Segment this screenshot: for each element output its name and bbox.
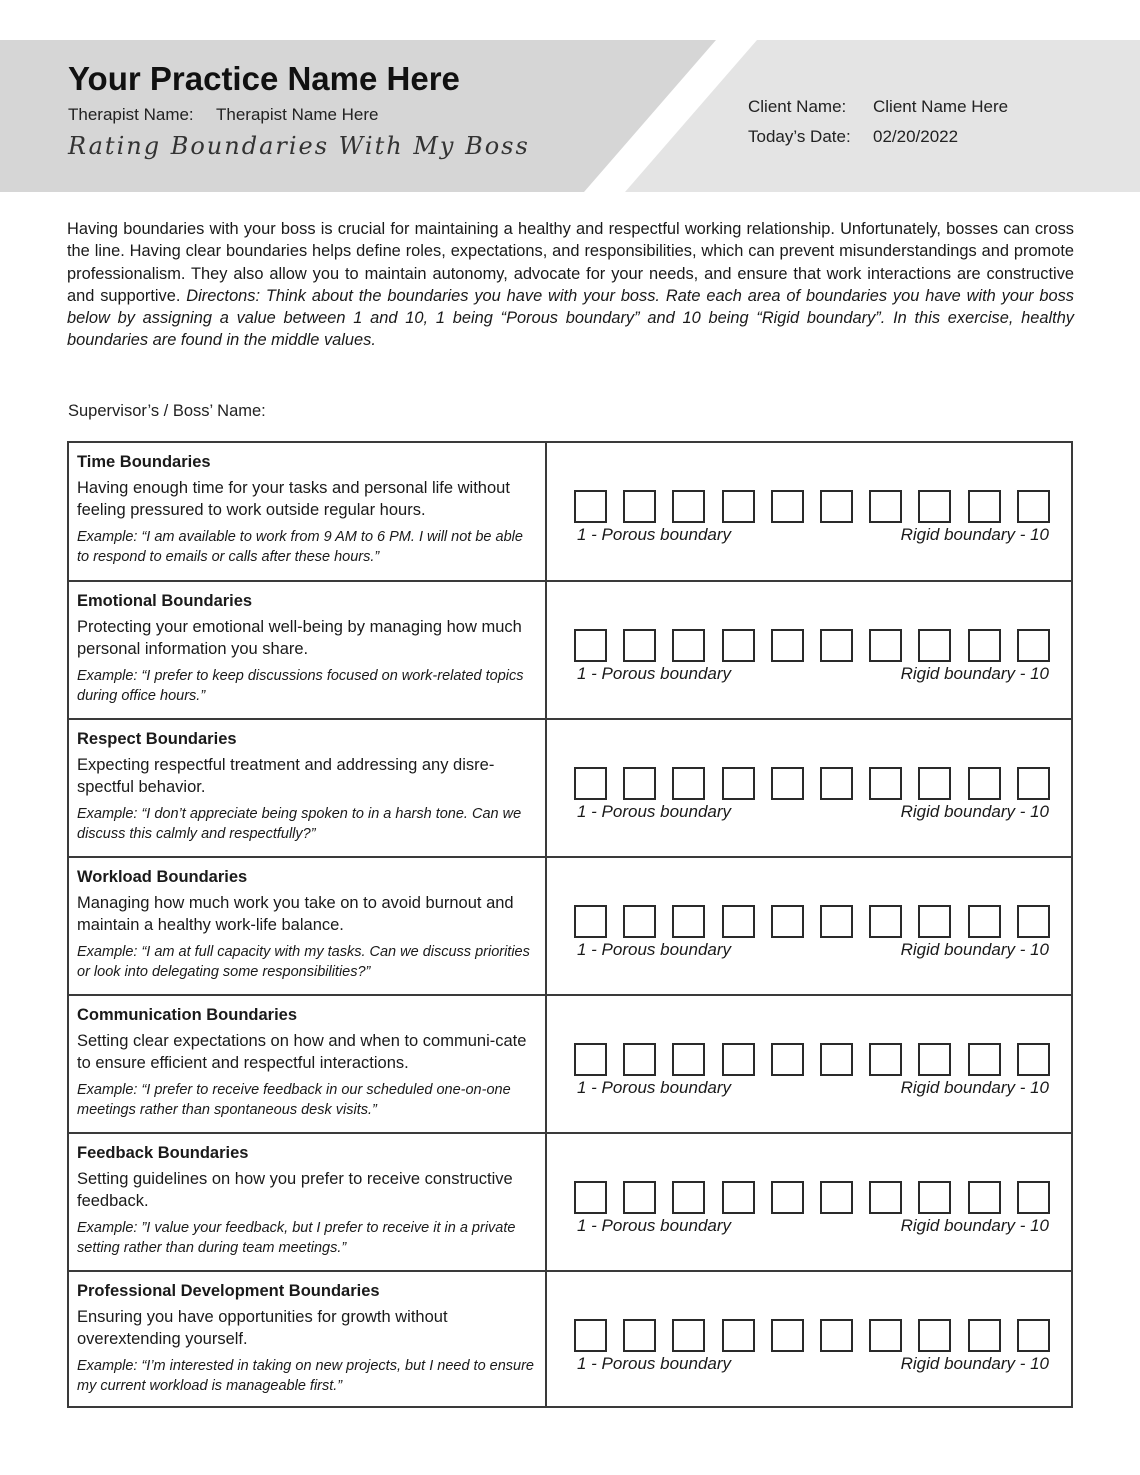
rating-scale (574, 905, 1056, 937)
boundary-title: Communication Boundaries (77, 1006, 298, 1024)
boundary-description: Setting clear expectations on how and when to communi-cate to ensure efficient and respectful interactions. (77, 1032, 527, 1072)
scale-high-label: Rigid boundary - 10 (900, 1078, 1049, 1097)
boundary-title: Workload Boundaries (77, 868, 248, 886)
rating-scale (574, 1319, 1056, 1351)
rating-scale (574, 1043, 1056, 1075)
boundary-description-cell (69, 996, 547, 1132)
rating-checkbox-8[interactable] (918, 629, 951, 662)
rating-checkbox-10[interactable] (1017, 767, 1050, 800)
boundary-description: Protecting your emotional well-being by managing how much personal information you share. (77, 618, 522, 658)
table-row (69, 1132, 1071, 1270)
rating-checkbox-10[interactable] (1017, 1319, 1050, 1352)
rating-checkbox-7[interactable] (869, 767, 902, 800)
rating-checkbox-10[interactable] (1017, 905, 1050, 938)
rating-checkbox-2[interactable] (623, 767, 656, 800)
date-value[interactable]: 02/20/2022 (873, 127, 959, 146)
table-row (69, 580, 1071, 718)
boundary-title: Professional Development Boundaries (77, 1282, 380, 1300)
rating-checkbox-3[interactable] (672, 767, 705, 800)
rating-checkbox-10[interactable] (1017, 629, 1050, 662)
boundary-description-cell (69, 1272, 547, 1408)
rating-checkbox-2[interactable] (623, 1181, 656, 1214)
rating-checkbox-2[interactable] (623, 629, 656, 662)
rating-checkbox-7[interactable] (869, 490, 902, 523)
rating-checkbox-9[interactable] (968, 1181, 1001, 1214)
rating-checkbox-9[interactable] (968, 1043, 1001, 1076)
rating-checkbox-5[interactable] (771, 905, 804, 938)
client-row (748, 97, 1008, 117)
rating-scale (574, 490, 1056, 522)
rating-checkbox-4[interactable] (722, 1181, 755, 1214)
boundary-example: Example: “I am available to work from 9 AM to 6 PM. I will not be able to respond to emails or calls after these hours.” (77, 529, 523, 565)
intro-paragraph (67, 218, 1074, 352)
rating-checkbox-10[interactable] (1017, 1181, 1050, 1214)
rating-checkbox-7[interactable] (869, 1181, 902, 1214)
rating-checkbox-5[interactable] (771, 490, 804, 523)
boundary-example: Example: “I am at full capacity with my tasks. Can we discuss priorities or look into delegating some responsibilities?” (77, 944, 530, 980)
scale-high-label: Rigid boundary - 10 (900, 1216, 1049, 1235)
rating-checkbox-4[interactable] (722, 629, 755, 662)
boundary-example: Example: “I don’t appreciate being spoken to in a harsh tone. Can we discuss this calmly and respectfully?” (77, 806, 522, 842)
boundary-description-cell (69, 582, 547, 718)
scale-low-label: 1 - Porous boundary (577, 802, 732, 821)
rating-checkbox-4[interactable] (722, 767, 755, 800)
table-row (69, 1270, 1071, 1408)
rating-scale (574, 629, 1056, 661)
rating-checkbox-2[interactable] (623, 1319, 656, 1352)
rating-checkbox-8[interactable] (918, 1319, 951, 1352)
rating-checkbox-4[interactable] (722, 1043, 755, 1076)
rating-checkbox-5[interactable] (771, 1319, 804, 1352)
scale-low-label: 1 - Porous boundary (577, 664, 732, 683)
table-row (69, 994, 1071, 1132)
rating-checkbox-10[interactable] (1017, 1043, 1050, 1076)
rating-checkbox-1[interactable] (574, 1043, 607, 1076)
rating-checkbox-7[interactable] (869, 629, 902, 662)
rating-checkbox-5[interactable] (771, 1181, 804, 1214)
rating-checkbox-3[interactable] (672, 1043, 705, 1076)
boundary-description-cell (69, 443, 547, 581)
boss-name-label: Supervisor’s / Boss’ Name: (68, 402, 266, 420)
rating-checkbox-4[interactable] (722, 905, 755, 938)
scale-low-label: 1 - Porous boundary (577, 1354, 732, 1373)
practice-name: Your Practice Name Here (68, 60, 460, 97)
rating-checkbox-9[interactable] (968, 905, 1001, 938)
rating-checkbox-1[interactable] (574, 767, 607, 800)
rating-checkbox-1[interactable] (574, 490, 607, 523)
scale-high-label: Rigid boundary - 10 (900, 802, 1049, 821)
rating-checkbox-8[interactable] (918, 905, 951, 938)
rating-checkbox-9[interactable] (968, 490, 1001, 523)
rating-checkbox-6[interactable] (820, 490, 853, 523)
rating-checkbox-1[interactable] (574, 629, 607, 662)
table-row (69, 443, 1071, 581)
boundary-example: Example: ”I value your feedback, but I prefer to receive it in a private setting rather than during team meetings.” (77, 1220, 516, 1256)
boundary-title: Respect Boundaries (77, 730, 237, 748)
rating-table (67, 441, 1073, 1408)
boundary-description: Having enough time for your tasks and personal life without feeling pressured to work outside regular hours. (77, 479, 510, 519)
rating-checkbox-8[interactable] (918, 1043, 951, 1076)
therapist-name[interactable]: Therapist Name Here (216, 105, 379, 124)
rating-checkbox-8[interactable] (918, 490, 951, 523)
scale-low-label: 1 - Porous boundary (577, 940, 732, 959)
intro-directions: Directons: Think about the boundaries you have with your boss. Rate each area of boundaries you have with your boss below by assigning a value between 1 and 10, 1 being “Porous boundary” and 10 being “Rigid boundary”. In this exercise, healthy boundaries are found in the middle values. (67, 286, 1074, 350)
rating-checkbox-7[interactable] (869, 1043, 902, 1076)
rating-checkbox-10[interactable] (1017, 490, 1050, 523)
scale-low-label: 1 - Porous boundary (577, 525, 732, 544)
boundary-description: Managing how much work you take on to avoid burnout and maintain a healthy work-life balance. (77, 894, 514, 934)
rating-checkbox-4[interactable] (722, 490, 755, 523)
scale-high-label: Rigid boundary - 10 (900, 664, 1049, 683)
boundary-description: Setting guidelines on how you prefer to receive constructive feedback. (77, 1170, 513, 1210)
date-label: Today’s Date: (748, 127, 851, 146)
rating-checkbox-2[interactable] (623, 1043, 656, 1076)
boundary-title: Feedback Boundaries (77, 1144, 249, 1162)
rating-checkbox-2[interactable] (623, 905, 656, 938)
rating-checkbox-1[interactable] (574, 905, 607, 938)
therapist-label: Therapist Name: (68, 105, 194, 124)
table-row (69, 718, 1071, 856)
rating-checkbox-5[interactable] (771, 767, 804, 800)
rating-checkbox-9[interactable] (968, 767, 1001, 800)
rating-checkbox-8[interactable] (918, 1181, 951, 1214)
rating-checkbox-4[interactable] (722, 1319, 755, 1352)
rating-checkbox-1[interactable] (574, 1181, 607, 1214)
therapist-row (68, 105, 379, 125)
intro-body: Having boundaries with your boss is crucial for maintaining a healthy and respectful working relationship. Unfortunately, bosses can cross the line. Having clear boundaries helps define roles, expectations, and responsibilities, which can prevent misunderstandings and promote professionalism. They also allow you to maintain autonomy, advocate for your needs, and ensure that work interactions are constructive and supportive. (67, 220, 1074, 305)
rating-scale (574, 1181, 1056, 1213)
rating-checkbox-6[interactable] (820, 1319, 853, 1352)
boundary-example: Example: “I prefer to receive feedback in our scheduled one-on-one meetings rather than spontaneous desk visits.” (77, 1082, 511, 1118)
scale-high-label: Rigid boundary - 10 (900, 525, 1049, 544)
rating-checkbox-6[interactable] (820, 767, 853, 800)
rating-checkbox-1[interactable] (574, 1319, 607, 1352)
client-name[interactable]: Client Name Here (873, 97, 1009, 116)
boundary-description-cell (69, 1134, 547, 1270)
boundary-example: Example: “I prefer to keep discussions focused on work-related topics during office hours.” (77, 668, 524, 704)
rating-checkbox-6[interactable] (820, 905, 853, 938)
rating-scale (574, 767, 1056, 799)
boundary-description-cell (69, 858, 547, 994)
scale-low-label: 1 - Porous boundary (577, 1216, 732, 1235)
rating-checkbox-3[interactable] (672, 629, 705, 662)
worksheet-title: Rating Boundaries With My Boss (68, 132, 530, 160)
rating-checkbox-9[interactable] (968, 1319, 1001, 1352)
rating-checkbox-6[interactable] (820, 1181, 853, 1214)
rating-checkbox-2[interactable] (623, 490, 656, 523)
boundary-description-cell (69, 720, 547, 856)
rating-checkbox-6[interactable] (820, 1043, 853, 1076)
date-row (748, 127, 958, 147)
table-row (69, 856, 1071, 994)
boundary-title: Emotional Boundaries (77, 592, 253, 610)
rating-checkbox-9[interactable] (968, 629, 1001, 662)
scale-low-label: 1 - Porous boundary (577, 1078, 732, 1097)
rating-checkbox-3[interactable] (672, 1319, 705, 1352)
boundary-description: Expecting respectful treatment and addressing any disre-spectful behavior. (77, 756, 495, 796)
rating-checkbox-8[interactable] (918, 767, 951, 800)
scale-high-label: Rigid boundary - 10 (900, 940, 1049, 959)
rating-checkbox-3[interactable] (672, 1181, 705, 1214)
boundary-example: Example: “I’m interested in taking on new projects, but I need to ensure my current workload is manageable first.” (77, 1358, 534, 1394)
rating-checkbox-5[interactable] (771, 1043, 804, 1076)
rating-checkbox-5[interactable] (771, 629, 804, 662)
rating-checkbox-6[interactable] (820, 629, 853, 662)
rating-checkbox-7[interactable] (869, 905, 902, 938)
boundary-description: Ensuring you have opportunities for growth without overextending yourself. (77, 1308, 448, 1348)
client-label: Client Name: (748, 97, 847, 116)
rating-checkbox-3[interactable] (672, 490, 705, 523)
rating-checkbox-7[interactable] (869, 1319, 902, 1352)
rating-checkbox-3[interactable] (672, 905, 705, 938)
boundary-title: Time Boundaries (77, 453, 211, 471)
scale-high-label: Rigid boundary - 10 (900, 1354, 1049, 1373)
